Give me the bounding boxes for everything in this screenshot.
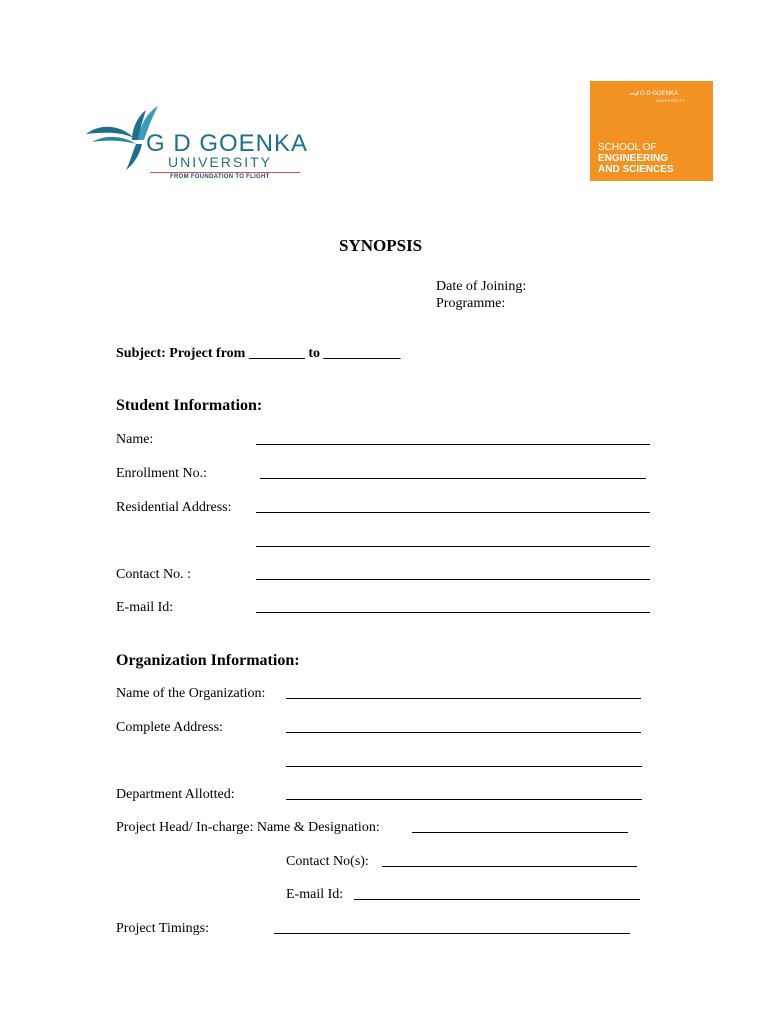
student-contact-field[interactable] bbox=[256, 579, 650, 580]
org-email-label: E-mail Id: bbox=[286, 887, 344, 902]
page-title: SYNOPSIS bbox=[339, 236, 423, 255]
project-head-field[interactable] bbox=[412, 832, 628, 833]
complete-address-field-1[interactable] bbox=[286, 732, 641, 733]
department-label: Department Allotted: bbox=[116, 787, 235, 802]
school-of-engineering-logo bbox=[590, 81, 713, 181]
date-of-joining-label: Date of Joining: bbox=[436, 279, 527, 294]
logo-mini-name: G D GOENKA bbox=[640, 91, 679, 97]
subject-line: Subject: Project from ________ to ___________ bbox=[116, 346, 401, 361]
organization-name-label: Name of the Organization: bbox=[116, 686, 266, 701]
student-info-heading: Student Information: bbox=[116, 397, 263, 414]
project-head-label: Project Head/ In-charge: Name & Designation: bbox=[116, 820, 380, 835]
department-field[interactable] bbox=[286, 799, 642, 800]
student-email-label: E-mail Id: bbox=[116, 600, 174, 615]
logo-tagline: FROM FOUNDATION TO FLIGHT bbox=[170, 174, 270, 180]
complete-address-field-2[interactable] bbox=[286, 766, 642, 767]
logo-university-word: UNIVERSITY bbox=[168, 154, 273, 170]
org-email-field[interactable] bbox=[354, 899, 640, 900]
residential-address-field-2[interactable] bbox=[256, 546, 650, 547]
residential-address-field-1[interactable] bbox=[256, 512, 650, 513]
logo-university-name: G D GOENKA bbox=[146, 130, 309, 157]
organization-info-heading: Organization Information: bbox=[116, 652, 300, 669]
school-line-3: AND SCIENCES bbox=[598, 164, 674, 175]
enrollment-field[interactable] bbox=[260, 478, 646, 479]
school-line-1: SCHOOL OF bbox=[598, 142, 657, 153]
logo-mini-sub: UNIVERSITY bbox=[656, 98, 686, 103]
enrollment-label: Enrollment No.: bbox=[116, 466, 207, 481]
complete-address-label: Complete Address: bbox=[116, 720, 223, 735]
programme-label: Programme: bbox=[436, 296, 506, 311]
org-contact-field[interactable] bbox=[382, 866, 637, 867]
organization-name-field[interactable] bbox=[286, 698, 641, 699]
mini-bird-icon bbox=[628, 89, 640, 101]
org-contact-label: Contact No(s): bbox=[286, 854, 369, 869]
student-contact-label: Contact No. : bbox=[116, 567, 192, 582]
logo-divider bbox=[150, 172, 300, 173]
gd-goenka-university-logo bbox=[82, 100, 310, 182]
student-email-field[interactable] bbox=[256, 612, 650, 613]
school-line-2: ENGINEERING bbox=[598, 153, 669, 164]
project-timings-field[interactable] bbox=[274, 933, 630, 934]
residential-address-label: Residential Address: bbox=[116, 500, 232, 515]
student-name-field[interactable] bbox=[256, 444, 650, 445]
project-timings-label: Project Timings: bbox=[116, 921, 209, 936]
student-name-label: Name: bbox=[116, 432, 154, 447]
